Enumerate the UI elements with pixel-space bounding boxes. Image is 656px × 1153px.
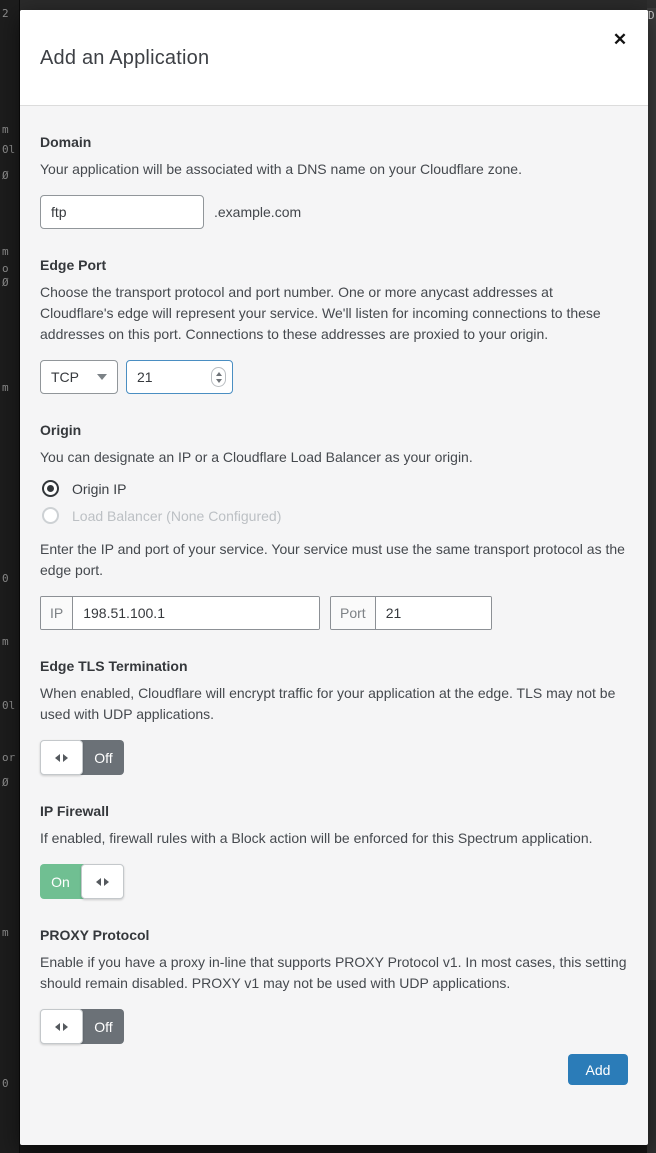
edge-tls-heading: Edge TLS Termination — [40, 658, 188, 674]
edge-tls-toggle-state: Off — [80, 740, 124, 775]
origin-description: You can designate an IP or a Cloudflare Load Balancer as your origin. — [40, 449, 473, 465]
number-stepper-icon[interactable] — [211, 367, 226, 387]
modal-body — [20, 106, 648, 1085]
add-button[interactable]: Add — [568, 1054, 628, 1085]
section-proxy-protocol — [40, 926, 628, 1044]
section-edge-tls — [40, 657, 628, 775]
section-ip-firewall — [40, 802, 628, 899]
terminal-glyph: m — [2, 245, 9, 258]
origin-heading: Origin — [40, 422, 82, 438]
modal-header — [20, 10, 648, 106]
terminal-glyph: o — [2, 262, 9, 275]
background-top-strip — [20, 0, 647, 10]
terminal-glyph: 0 — [2, 1077, 9, 1090]
toggle-handle-icon — [40, 740, 83, 775]
load-balancer-radio — [42, 507, 59, 524]
protocol-select[interactable] — [40, 360, 118, 394]
ip-firewall-toggle[interactable] — [40, 864, 124, 899]
terminal-glyph: 0 — [2, 572, 9, 585]
toggle-handle-icon — [40, 1009, 83, 1044]
ip-firewall-heading: IP Firewall — [40, 803, 109, 819]
section-origin — [40, 421, 628, 630]
origin-ip-radio[interactable] — [42, 480, 59, 497]
terminal-glyph: Ø — [2, 276, 9, 289]
modal-footer — [40, 1054, 628, 1085]
load-balancer-radio-label: Load Balancer (None Configured) — [72, 507, 282, 524]
ip-firewall-description: If enabled, firewall rules with a Block action will be enforced for this Spectrum application. — [40, 830, 593, 846]
proxy-protocol-toggle[interactable] — [40, 1009, 124, 1044]
terminal-glyph: or — [2, 751, 16, 764]
terminal-glyph: Ø — [2, 776, 9, 789]
domain-description: Your application will be associated with a DNS name on your Cloudflare zone. — [40, 161, 522, 177]
origin-ip-radio-label: Origin IP — [72, 480, 127, 497]
chevron-down-icon — [97, 374, 107, 380]
origin-port-input[interactable] — [376, 597, 491, 629]
section-domain — [40, 133, 628, 229]
edge-tls-toggle[interactable] — [40, 740, 124, 775]
terminal-glyph: 2 — [2, 7, 9, 20]
background-bottom-strip — [20, 1145, 647, 1153]
terminal-glyph: Ø — [2, 169, 9, 182]
background-terminal-strip — [0, 0, 20, 1153]
toggle-handle-icon — [81, 864, 124, 899]
domain-suffix: .example.com — [214, 204, 302, 220]
edge-port-description: Choose the transport protocol and port number. One or more anycast addresses at Cloudflare's edge will represent your service. We'll listen for incoming connections to these addresses on this port. Connections to these addresses are proxied to your origin. — [40, 284, 601, 342]
proxy-protocol-heading: PROXY Protocol — [40, 927, 150, 943]
background-right-strip — [647, 0, 656, 1153]
terminal-glyph: m — [2, 926, 9, 939]
terminal-glyph: m — [2, 381, 9, 394]
terminal-glyph: 0l — [2, 143, 16, 156]
ip-firewall-toggle-state: On — [40, 864, 84, 899]
domain-input[interactable] — [40, 195, 204, 229]
edge-port-heading: Edge Port — [40, 257, 107, 273]
port-prefix-label: Port — [331, 597, 376, 629]
protocol-select-value: TCP — [51, 369, 79, 385]
modal-title: Add an Application — [40, 47, 210, 69]
proxy-protocol-toggle-state: Off — [80, 1009, 124, 1044]
origin-ip-input[interactable] — [73, 597, 319, 629]
ip-prefix-label: IP — [41, 597, 73, 629]
background-glyph: D — [648, 9, 655, 22]
close-icon[interactable]: ✕ — [608, 28, 632, 52]
terminal-glyph: m — [2, 635, 9, 648]
terminal-glyph: 0l — [2, 699, 16, 712]
proxy-protocol-description: Enable if you have a proxy in-line that supports PROXY Protocol v1. In most cases, this setting should remain disabled. PROXY v1 may not be used with UDP applications. — [40, 954, 627, 991]
edge-tls-description: When enabled, Cloudflare will encrypt traffic for your application at the edge. TLS may not be used with UDP applications. — [40, 685, 616, 722]
section-edge-port — [40, 256, 628, 394]
add-application-modal — [20, 10, 648, 1145]
terminal-glyph: m — [2, 123, 9, 136]
domain-heading: Domain — [40, 134, 92, 150]
origin-ip-instructions: Enter the IP and port of your service. Your service must use the same transport protocol as the edge port. — [40, 541, 625, 578]
